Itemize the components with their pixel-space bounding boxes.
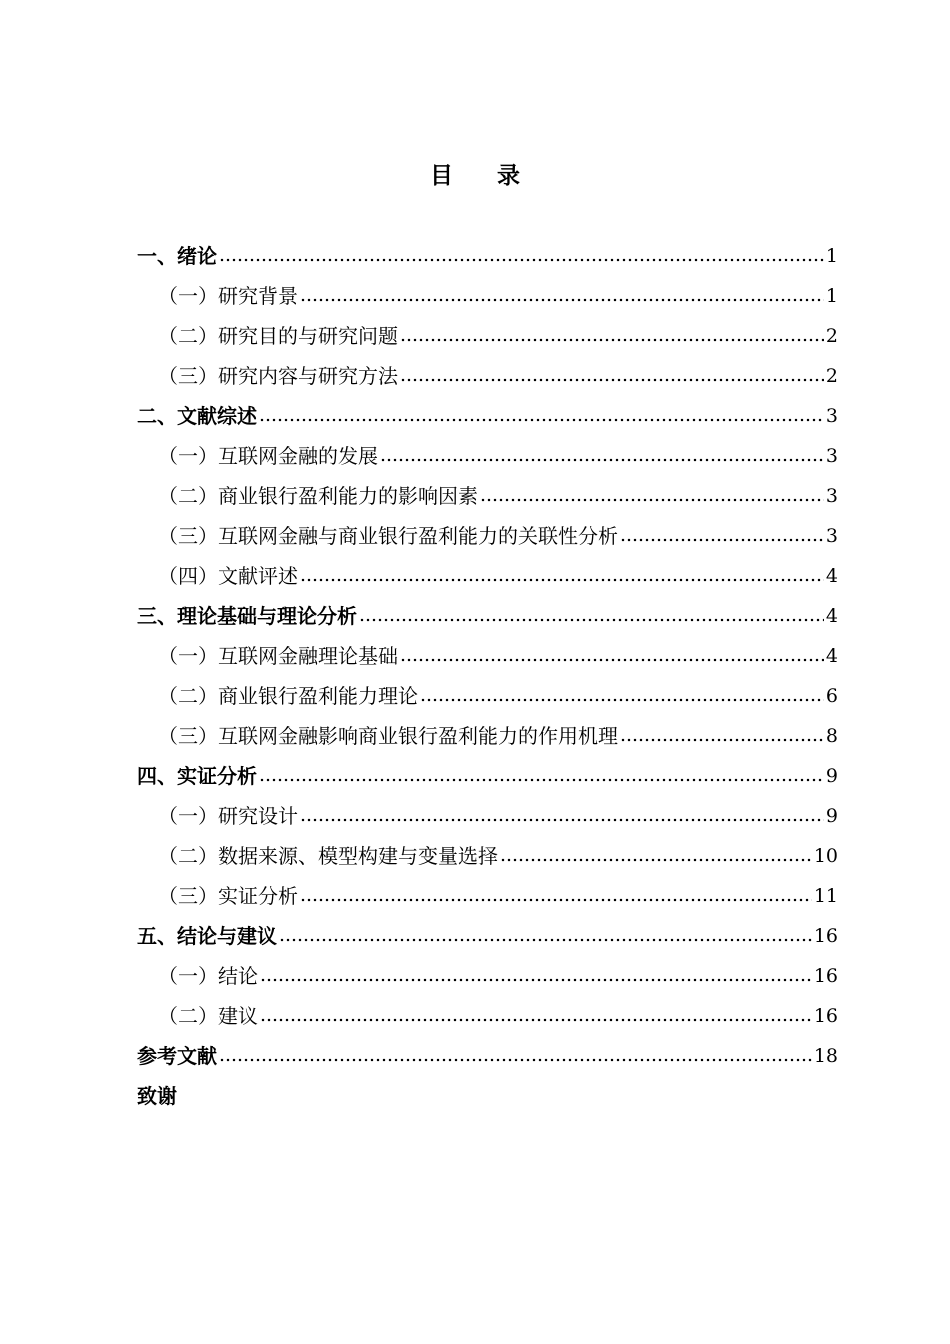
toc-page-number: 6 — [825, 685, 838, 707]
dot-leader — [480, 480, 824, 512]
dot-leader — [380, 440, 824, 472]
dot-leader — [300, 800, 824, 832]
toc-entry-label: （二）研究目的与研究问题 — [158, 324, 398, 348]
toc-page-number: 3 — [825, 485, 838, 507]
toc-chapter-entry[interactable] — [137, 1040, 838, 1072]
toc-page-number: 9 — [825, 765, 838, 787]
toc-entry-label: （二）数据来源、模型构建与变量选择 — [158, 844, 498, 868]
toc-entry-label: （四）文献评述 — [158, 564, 298, 588]
dot-leader — [259, 400, 824, 432]
dot-leader — [400, 320, 824, 352]
toc-page-number: 4 — [825, 645, 838, 667]
toc-page-number: 16 — [813, 1005, 838, 1027]
toc-page-number: 1 — [825, 285, 838, 307]
toc-page-number: 9 — [825, 805, 838, 827]
dot-leader — [359, 600, 824, 632]
toc-page-number: 4 — [825, 565, 838, 587]
toc-chapter-entry[interactable] — [137, 760, 838, 792]
dot-leader — [620, 720, 824, 752]
toc-page-number: 10 — [813, 845, 838, 867]
toc-section-entry[interactable] — [158, 880, 838, 912]
dot-leader — [500, 840, 812, 872]
toc-page-number: 11 — [813, 885, 838, 907]
toc-page-number: 3 — [825, 445, 838, 467]
toc-page-number: 1 — [825, 245, 838, 267]
toc-chapter-entry[interactable] — [137, 400, 838, 432]
toc-page-number: 8 — [825, 725, 838, 747]
dot-leader — [300, 880, 812, 912]
toc-chapter-entry[interactable] — [137, 1080, 838, 1112]
toc-entry-label: 致谢 — [137, 1084, 177, 1108]
dot-leader — [259, 760, 824, 792]
toc-section-entry[interactable] — [158, 320, 838, 352]
toc-section-entry[interactable] — [158, 560, 838, 592]
toc-section-entry[interactable] — [158, 480, 838, 512]
dot-leader — [219, 1040, 812, 1072]
toc-section-entry[interactable] — [158, 720, 838, 752]
page-title — [0, 156, 950, 196]
dot-leader — [420, 680, 824, 712]
toc-page-number: 4 — [825, 605, 838, 627]
toc-chapter-entry[interactable] — [137, 240, 838, 272]
dot-leader — [300, 560, 824, 592]
toc-page-number: 2 — [825, 365, 838, 387]
toc-section-entry[interactable] — [158, 1000, 838, 1032]
toc-section-entry[interactable] — [158, 680, 838, 712]
toc-chapter-entry[interactable] — [137, 920, 838, 952]
toc-entry-label: 一、绪论 — [137, 244, 217, 268]
toc-entry-label: （三）实证分析 — [158, 884, 298, 908]
toc-section-entry[interactable] — [158, 440, 838, 472]
dot-leader — [400, 360, 824, 392]
toc-entry-label: （二）建议 — [158, 1004, 258, 1028]
title-char-1: 目 — [430, 163, 453, 189]
title-char-2: 录 — [497, 163, 520, 189]
toc-section-entry[interactable] — [158, 960, 838, 992]
toc-entry-label: 参考文献 — [137, 1044, 217, 1068]
dot-leader — [620, 520, 824, 552]
dot-leader — [260, 1000, 812, 1032]
toc-entry-label: 五、结论与建议 — [137, 924, 277, 948]
dot-leader — [219, 240, 824, 272]
toc-entry-label: 二、文献综述 — [137, 404, 257, 428]
toc-entry-label: （二）商业银行盈利能力理论 — [158, 684, 418, 708]
toc-entry-label: （三）研究内容与研究方法 — [158, 364, 398, 388]
toc-section-entry[interactable] — [158, 840, 838, 872]
toc-section-entry[interactable] — [158, 520, 838, 552]
toc-page-number: 16 — [813, 925, 838, 947]
toc-entry-label: （三）互联网金融与商业银行盈利能力的关联性分析 — [158, 524, 618, 548]
toc-page-number: 16 — [813, 965, 838, 987]
toc-page-number: 3 — [825, 525, 838, 547]
toc-entry-label: （一）结论 — [158, 964, 258, 988]
toc-entry-label: （一）互联网金融理论基础 — [158, 644, 398, 668]
toc-section-entry[interactable] — [158, 360, 838, 392]
toc-entry-label: （二）商业银行盈利能力的影响因素 — [158, 484, 478, 508]
toc-page-number: 3 — [825, 405, 838, 427]
toc-entry-label: （一）研究设计 — [158, 804, 298, 828]
toc-page-number: 2 — [825, 325, 838, 347]
toc-entry-label: （一）研究背景 — [158, 284, 298, 308]
toc-section-entry[interactable] — [158, 280, 838, 312]
toc-page-number: 18 — [813, 1045, 838, 1067]
toc-entry-label: 三、理论基础与理论分析 — [137, 604, 357, 628]
toc-section-entry[interactable] — [158, 800, 838, 832]
dot-leader — [279, 920, 812, 952]
dot-leader — [260, 960, 812, 992]
toc-entry-label: 四、实证分析 — [137, 764, 257, 788]
toc-entry-label: （三）互联网金融影响商业银行盈利能力的作用机理 — [158, 724, 618, 748]
dot-leader — [400, 640, 824, 672]
dot-leader — [300, 280, 824, 312]
toc-entry-label: （一）互联网金融的发展 — [158, 444, 378, 468]
toc-section-entry[interactable] — [158, 640, 838, 672]
toc-chapter-entry[interactable] — [137, 600, 838, 632]
